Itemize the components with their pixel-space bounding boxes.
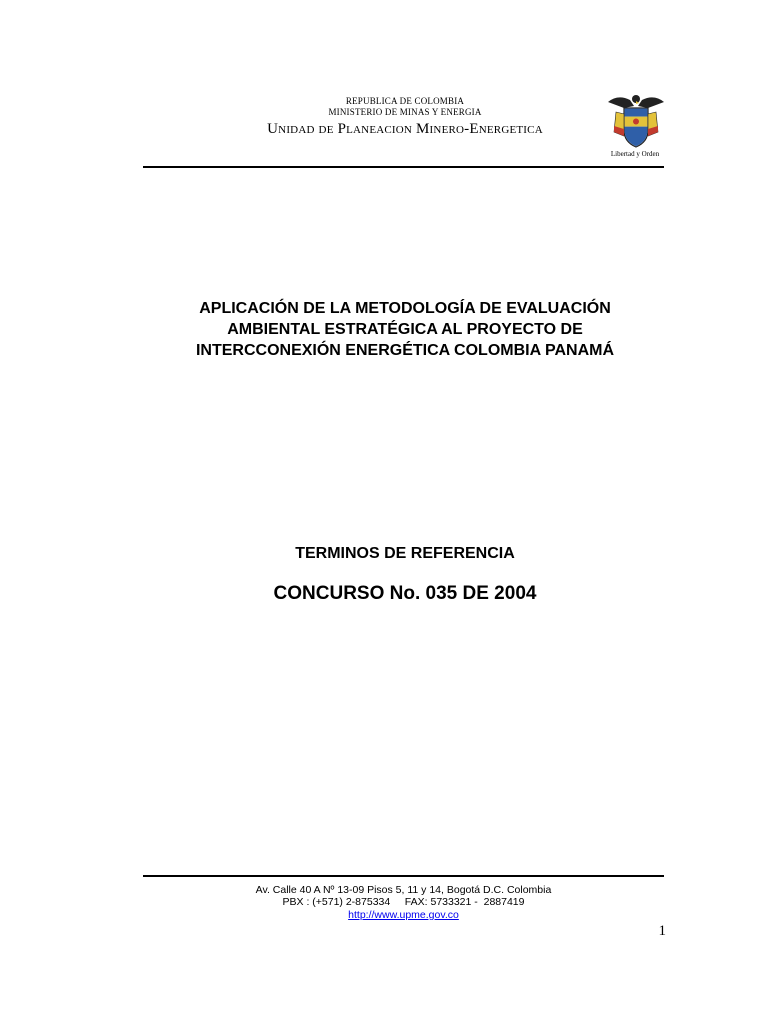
document-contest-number: CONCURSO No. 035 DE 2004 — [273, 583, 537, 604]
footer-website-link[interactable]: http://www.upme.gov.co — [348, 909, 459, 921]
document-title-line: INTERCCONEXIÓN ENERGÉTICA COLOMBIA PANAMÁ — [195, 342, 615, 359]
document-title-line: APLICACIÓN DE LA METODOLOGÍA DE EVALUACIÓN — [199, 300, 611, 317]
footer-phones: PBX : (+571) 2-875334 FAX: 5733321 - 2887419 — [282, 896, 525, 908]
document-terms-heading: TERMINOS DE REFERENCIA — [295, 545, 515, 562]
header-motto: Libertad y Orden — [610, 150, 660, 158]
header-country: REPUBLICA DE COLOMBIA — [345, 96, 465, 106]
header-unit-title: Unidad de Planeacion Minero-Energetica — [267, 121, 543, 137]
page-number: 1 — [658, 923, 666, 939]
footer-divider — [143, 875, 664, 877]
footer-url-container — [143, 909, 664, 921]
footer-address: Av. Calle 40 A Nº 13-09 Pisos 5, 11 y 14, Bogotá D.C. Colombia — [255, 884, 552, 896]
document-title — [120, 298, 690, 361]
header-ministry: MINISTERIO DE MINAS Y ENERGIA — [328, 107, 482, 117]
header-divider — [143, 166, 664, 168]
document-title-line: AMBIENTAL ESTRATÉGICA AL PROYECTO DE — [227, 321, 583, 338]
